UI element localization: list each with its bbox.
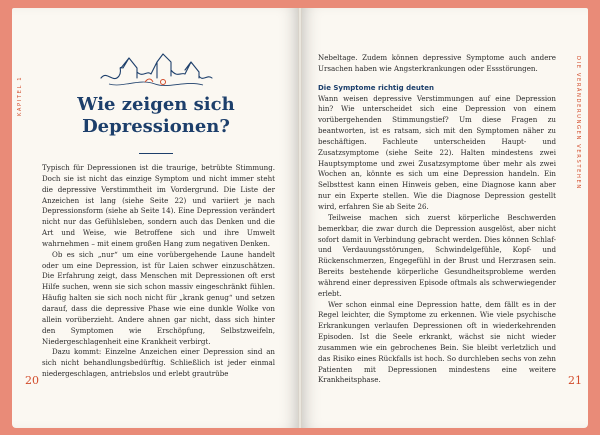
paragraph: Dazu kommt: Einzelne Anzeichen einer Depression sind an sich nicht behandlungsbedürftig. Schließlich ist jeder einmal niedergeschlagen, antriebslos und erlebt grautrübe bbox=[42, 347, 275, 379]
running-header-right: DIE VERÄNDERUNGEN VERSTEHEN bbox=[575, 56, 581, 190]
page-number-left: 20 bbox=[25, 374, 39, 387]
running-header-left: KAPITEL 1 bbox=[17, 75, 23, 116]
spacer bbox=[318, 75, 556, 83]
paragraph: Teilweise machen sich zuerst körperliche Beschwerden bemerkbar, die zwar durch die Depression ausgelöst, aber nicht sofort damit in Verbindung gebracht werden. Dies können Schlaf- und Verdauungsstörungen, Schwindelgefühle, Kopf- und Rückenschmerzen, Engegefühl in der Brust und Herzrasen sein. Bereits bestehende körperliche Gesundheitsprobleme werden während einer depressiven Episode oftmals als schwerwiegender erlebt. bbox=[318, 212, 556, 298]
page-title bbox=[42, 94, 270, 138]
paragraph: Ob es sich „nur“ um eine vorübergehende Laune handelt oder um eine Depression, ist für Laien schwer einzuschätzen. Die Erfahrung zeigt, dass Menschen mit Depressionen oft erst Hilfe suchen, wenn sie sich schon massiv eingeschränkt fühlen. Häufig halten sie sich noch nicht für „krank genug“ und setzen darauf, dass die depressive Phase wie eine dunkle Wolke von allein vorüberzieht. Andere ahnen gar nicht, dass sich hinter den Symptomen wie Erschöpfung, Selbstzweifeln, Niedergeschlagenheit eine Krankheit verbirgt. bbox=[42, 249, 275, 346]
section-subheading: Die Symptome richtig deuten bbox=[318, 83, 434, 92]
open-book bbox=[12, 8, 588, 428]
book-gutter bbox=[298, 8, 302, 428]
title-line-1: Wie zeigen sich bbox=[77, 94, 235, 115]
paragraph: Wann weisen depressive Verstimmungen auf eine Depression hin? Wie unterscheidet sich eine Depression von einem vorübergehenden Stimmungstief? Um diese Fragen zu beantworten, ist es ratsam, sich mit den Symptomen näher zu beschäftigen. Fachleute unterscheiden Haupt- und Zusatzsymptome (siehe Seite 22). Halten mindestens zwei Hauptsymptome und zwei Zusatzsymptome über mehr als zwei Wochen an, könnte es sich um eine Depression handeln. Ein Selbsttest kann einen Hinweis geben, eine Diagnose kann aber nur ein Experte stellen. Wie die Diagnose Depression gestellt wird, erfahren Sie ab Seite 26. bbox=[318, 93, 556, 211]
paragraph: Typisch für Depressionen ist die traurige, betrübte Stimmung. Doch sie ist nicht das einzige Symptom und nicht immer steht die depressive Verstimmtheit im Vordergrund. Die Liste der Anzeichen ist lang (siehe Seite 22) und variiert je nach Depressionsform (siehe ab Seite 14). Eine Depression verändert nicht nur das Gefühlsleben, sondern auch das Denken und die Art und Weise, wie Betroffene sich und ihre Umwelt wahrnehmen – mit einem großen Hang zum negativen Denken. bbox=[42, 163, 275, 248]
left-body-text bbox=[42, 163, 275, 380]
paragraph: Nebeltage. Zudem können depressive Symptome auch andere Ursachen haben wie Angsterkrankungen oder Essstörungen. bbox=[318, 53, 556, 73]
right-body-text bbox=[318, 53, 556, 386]
title-rule bbox=[139, 153, 173, 154]
house-scribble-icon bbox=[99, 48, 214, 90]
left-page bbox=[12, 8, 300, 428]
page-number-right: 21 bbox=[568, 374, 582, 387]
right-page bbox=[300, 8, 588, 428]
paragraph: Wer schon einmal eine Depression hatte, dem fällt es in der Regel leichter, die Symptome zu erkennen. Wie viele psychische Erkrankungen verlaufen Depressionen oft in wiederkehrenden Episoden. Ist die Seele erkrankt, wächst sie nicht wieder zusammen wie ein gebrochenes Bein. Sie bleibt verletzlich und das Risiko eines Rückfalls ist hoch. So durchleben sechs von zehn Patienten mit Depressionen mindestens eine weitere Krankheitsphase. bbox=[318, 299, 556, 385]
title-line-2: Depressionen? bbox=[82, 116, 230, 137]
